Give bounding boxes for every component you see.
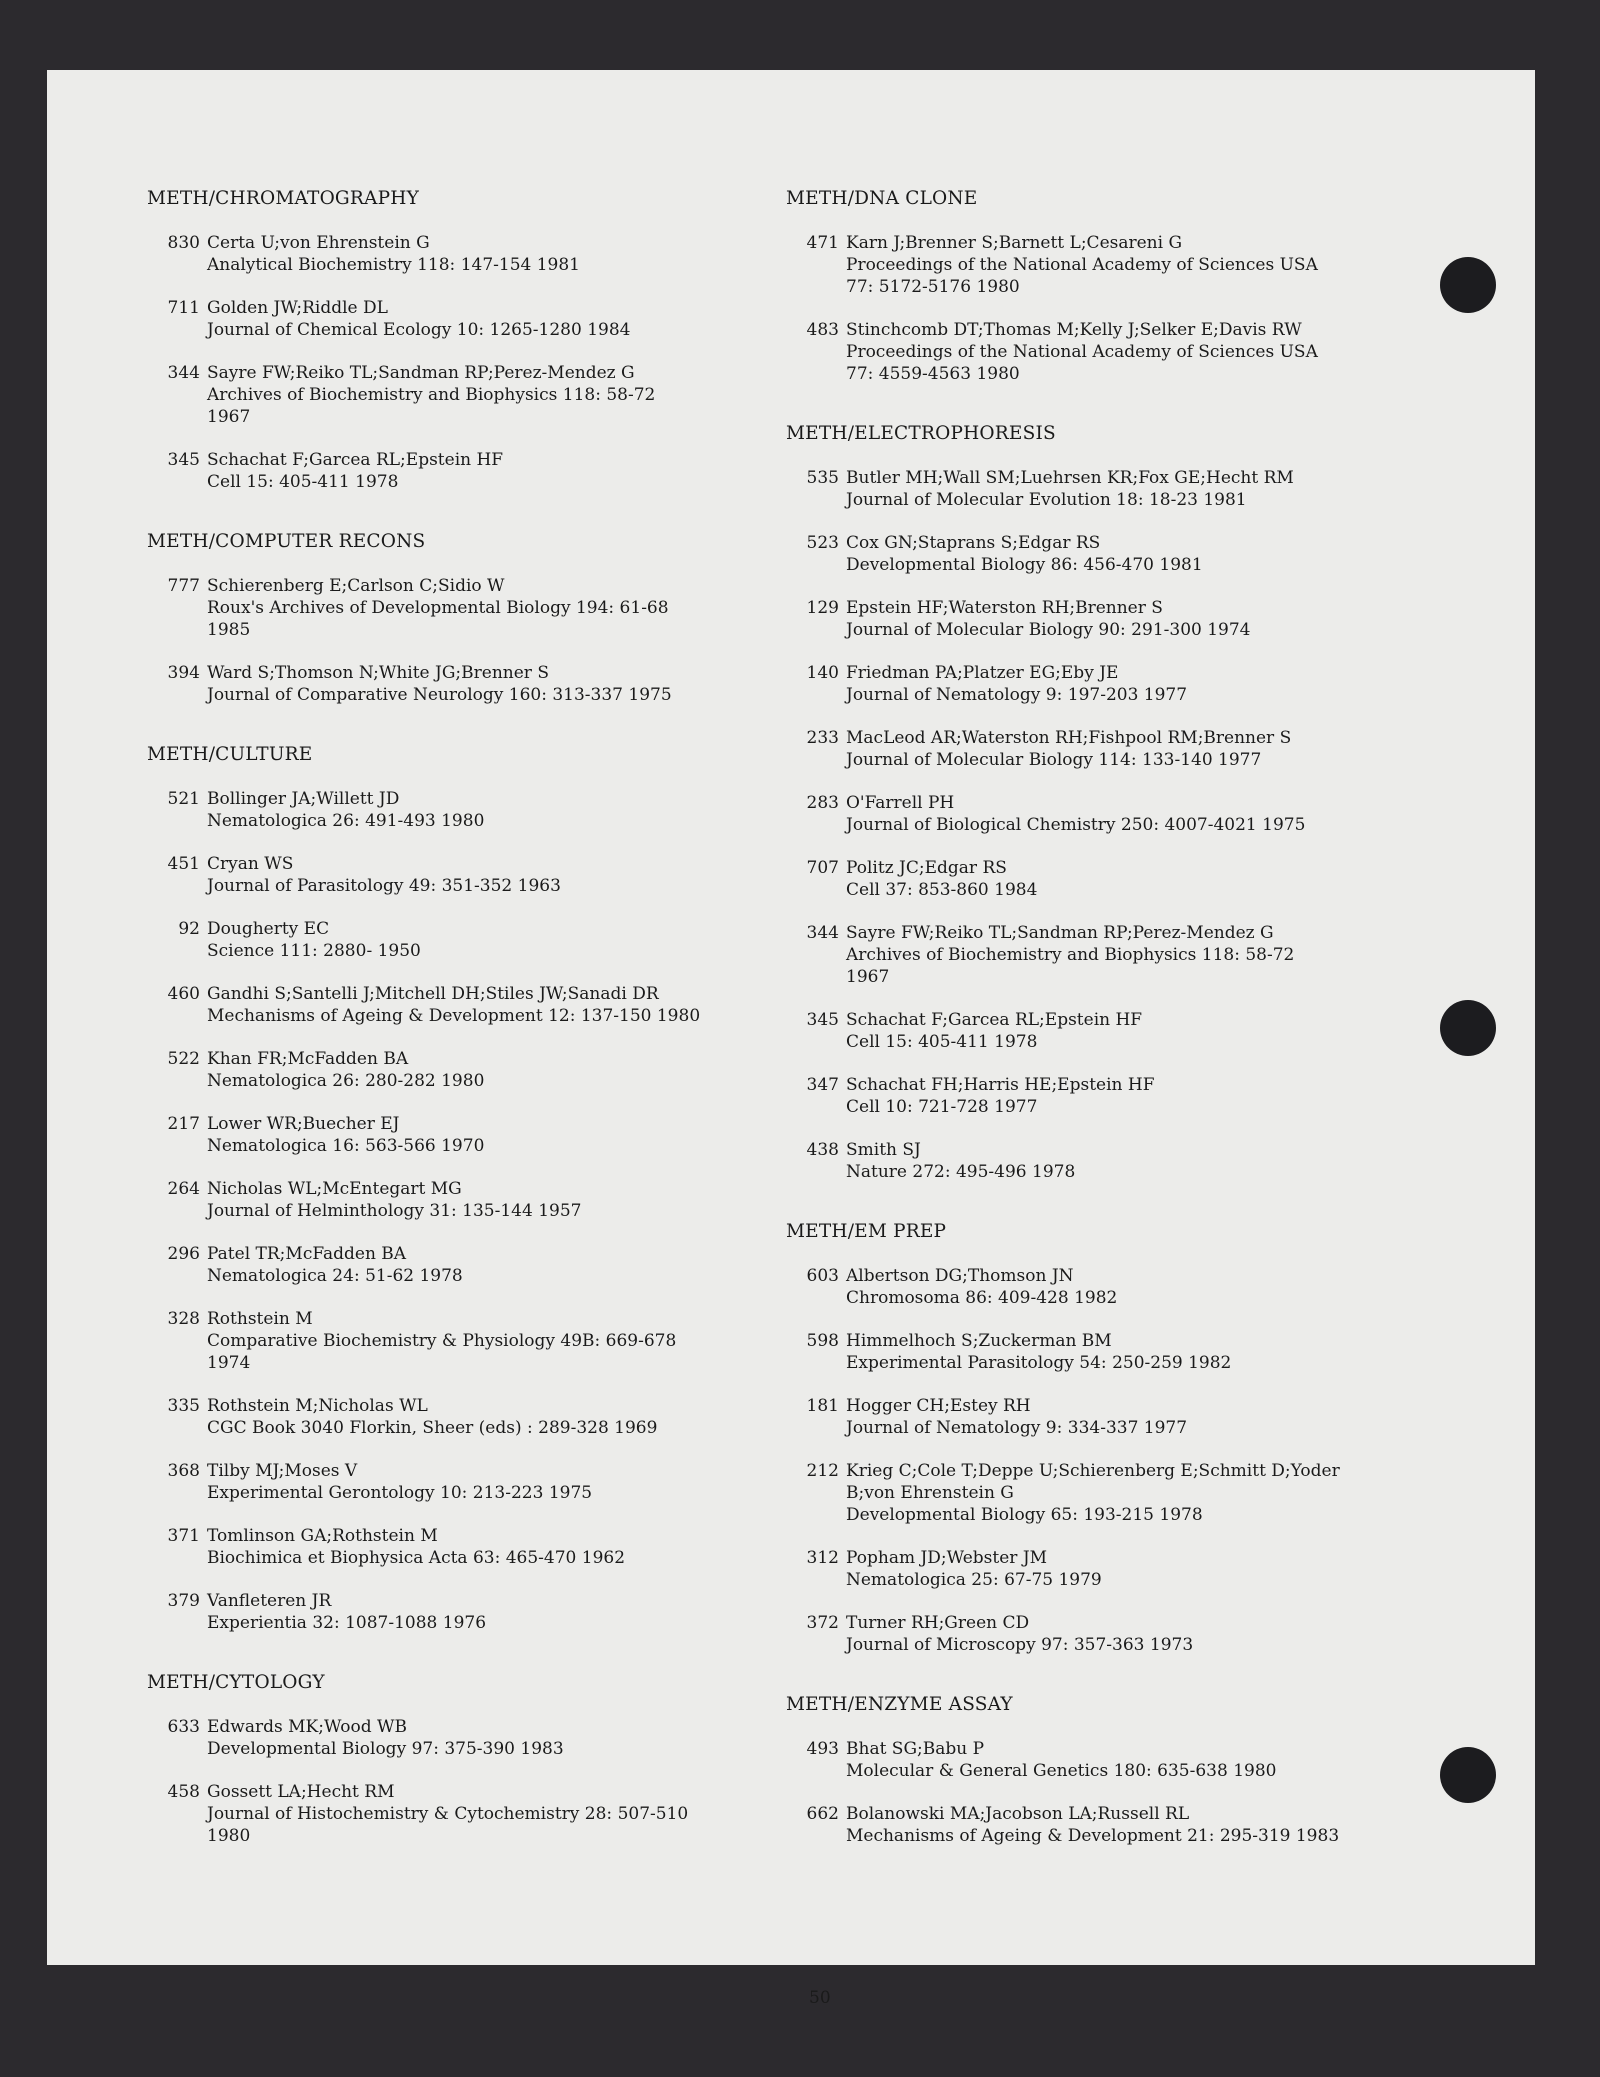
reference-number: 328 xyxy=(167,1309,200,1329)
reference-authors: Schierenberg E;Carlson C;Sidio W xyxy=(207,576,505,596)
reference-authors: Bollinger JA;Willett JD xyxy=(207,789,400,809)
reference-number: 394 xyxy=(167,663,200,683)
reference-entry xyxy=(786,597,1426,641)
reference-authors: Khan FR;McFadden BA xyxy=(207,1049,409,1069)
reference-entry xyxy=(147,1113,787,1157)
reference-entry xyxy=(786,1009,1426,1053)
binder-hole xyxy=(1440,257,1496,313)
reference-number: 523 xyxy=(806,533,839,553)
reference-entry xyxy=(786,1803,1426,1847)
reference-number: 598 xyxy=(806,1331,839,1351)
reference-citation: Journal of Chemical Ecology 10: 1265-1280 1984 xyxy=(207,320,631,340)
reference-citation: Chromosoma 86: 409-428 1982 xyxy=(846,1288,1118,1308)
reference-number: 633 xyxy=(167,1717,200,1737)
reference-authors: Gossett LA;Hecht RM xyxy=(207,1782,395,1802)
reference-entry xyxy=(147,362,787,428)
reference-citation: Journal of Nematology 9: 197-203 1977 xyxy=(846,685,1188,705)
reference-number: 296 xyxy=(167,1244,200,1264)
reference-authors: Golden JW;Riddle DL xyxy=(207,298,388,318)
reference-authors: Popham JD;Webster JM xyxy=(846,1548,1048,1568)
reference-number: 603 xyxy=(806,1266,839,1286)
reference-citation: 1967 xyxy=(207,407,251,427)
reference-authors: Gandhi S;Santelli J;Mitchell DH;Stiles JW;Sanadi DR xyxy=(207,984,659,1004)
binder-hole xyxy=(1440,1747,1496,1803)
reference-number: 379 xyxy=(167,1591,200,1611)
reference-citation: Developmental Biology 65: 193-215 1978 xyxy=(846,1505,1203,1525)
reference-entry xyxy=(786,1074,1426,1118)
reference-citation: Experimental Parasitology 54: 250-259 1982 xyxy=(846,1353,1232,1373)
reference-authors: Stinchcomb DT;Thomas M;Kelly J;Selker E;Davis RW xyxy=(846,320,1302,340)
reference-authors: Certa U;von Ehrenstein G xyxy=(207,233,430,253)
reference-entry xyxy=(786,319,1426,385)
reference-citation: Science 111: 2880- 1950 xyxy=(207,941,421,961)
reference-entry xyxy=(786,532,1426,576)
reference-entry xyxy=(786,1265,1426,1309)
reference-number: 335 xyxy=(167,1396,200,1416)
right-column xyxy=(786,188,1426,1885)
reference-number: 535 xyxy=(806,468,839,488)
reference-citation: Journal of Biological Chemistry 250: 4007-4021 1975 xyxy=(846,815,1306,835)
reference-citation: Journal of Parasitology 49: 351-352 1963 xyxy=(207,876,561,896)
reference-number: 460 xyxy=(167,984,200,1004)
reference-number: 522 xyxy=(167,1049,200,1069)
reference-entry xyxy=(786,1612,1426,1656)
reference-citation: Cell 15: 405-411 1978 xyxy=(846,1032,1038,1052)
reference-citation: Experimental Gerontology 10: 213-223 1975 xyxy=(207,1483,593,1503)
reference-section xyxy=(786,1221,1426,1656)
reference-number: 451 xyxy=(167,854,200,874)
reference-entry xyxy=(147,662,787,706)
reference-citation: Nematologica 24: 51-62 1978 xyxy=(207,1266,463,1286)
reference-citation: Experientia 32: 1087-1088 1976 xyxy=(207,1613,487,1633)
reference-entry xyxy=(147,1525,787,1569)
reference-citation: 77: 5172-5176 1980 xyxy=(846,277,1020,297)
reference-section xyxy=(147,744,787,1634)
reference-citation: Proceedings of the National Academy of Sciences USA xyxy=(846,342,1318,362)
reference-number: 458 xyxy=(167,1782,200,1802)
reference-entry xyxy=(147,1590,787,1634)
reference-number: 344 xyxy=(167,363,200,383)
page-number: 50 xyxy=(809,1988,831,2008)
reference-entry xyxy=(786,1738,1426,1782)
reference-number: 344 xyxy=(806,923,839,943)
reference-authors: Smith SJ xyxy=(846,1140,921,1160)
reference-authors: Schachat F;Garcea RL;Epstein HF xyxy=(846,1010,1143,1030)
reference-authors: Rothstein M;Nicholas WL xyxy=(207,1396,428,1416)
reference-authors: Cryan WS xyxy=(207,854,294,874)
document-page xyxy=(47,70,1535,2008)
reference-entry xyxy=(147,575,787,641)
section-heading: METH/COMPUTER RECONS xyxy=(147,531,426,552)
reference-entry xyxy=(786,1547,1426,1591)
reference-authors: Patel TR;McFadden BA xyxy=(207,1244,407,1264)
reference-citation: Developmental Biology 97: 375-390 1983 xyxy=(207,1739,564,1759)
reference-entry xyxy=(147,1460,787,1504)
reference-entry xyxy=(147,983,787,1027)
reference-authors: Dougherty EC xyxy=(207,919,330,939)
reference-citation: Nematologica 16: 563-566 1970 xyxy=(207,1136,485,1156)
reference-number: 777 xyxy=(167,576,200,596)
reference-authors: Rothstein M xyxy=(207,1309,313,1329)
reference-authors: Tilby MJ;Moses V xyxy=(207,1461,358,1481)
reference-authors: Epstein HF;Waterston RH;Brenner S xyxy=(846,598,1163,618)
reference-entry xyxy=(147,1308,787,1374)
reference-authors: Friedman PA;Platzer EG;Eby JE xyxy=(846,663,1119,683)
reference-number: 345 xyxy=(167,450,200,470)
reference-citation: Cell 37: 853-860 1984 xyxy=(846,880,1038,900)
reference-authors: Schachat F;Garcea RL;Epstein HF xyxy=(207,450,504,470)
reference-entry xyxy=(147,853,787,897)
reference-authors: Politz JC;Edgar RS xyxy=(846,858,1007,878)
reference-number: 493 xyxy=(806,1739,839,1759)
reference-entry xyxy=(147,1781,787,1847)
reference-citation: Nematologica 25: 67-75 1979 xyxy=(846,1570,1102,1590)
reference-citation: 77: 4559-4563 1980 xyxy=(846,364,1020,384)
reference-entry xyxy=(786,1330,1426,1374)
reference-authors: Edwards MK;Wood WB xyxy=(207,1717,407,1737)
reference-citation: 1985 xyxy=(207,620,251,640)
section-heading: METH/DNA CLONE xyxy=(786,188,978,209)
reference-authors: Turner RH;Green CD xyxy=(846,1613,1030,1633)
reference-citation: Archives of Biochemistry and Biophysics 118: 58-72 xyxy=(846,945,1295,965)
reference-number: 129 xyxy=(806,598,839,618)
reference-entry xyxy=(147,918,787,962)
reference-entry xyxy=(786,727,1426,771)
reference-entry xyxy=(147,1048,787,1092)
reference-citation: Developmental Biology 86: 456-470 1981 xyxy=(846,555,1203,575)
section-heading: METH/CHROMATOGRAPHY xyxy=(147,188,419,209)
reference-citation: Roux's Archives of Developmental Biology 194: 61-68 xyxy=(207,598,669,618)
reference-citation: Mechanisms of Ageing & Development 21: 295-319 1983 xyxy=(846,1826,1340,1846)
reference-number: 264 xyxy=(167,1179,200,1199)
reference-authors: Sayre FW;Reiko TL;Sandman RP;Perez-Mendez G xyxy=(207,363,635,383)
reference-citation: Archives of Biochemistry and Biophysics 118: 58-72 xyxy=(207,385,656,405)
reference-section xyxy=(147,188,787,493)
reference-entry xyxy=(147,232,787,276)
reference-citation: Analytical Biochemistry 118: 147-154 1981 xyxy=(207,255,580,275)
reference-number: 283 xyxy=(806,793,839,813)
reference-citation: Proceedings of the National Academy of Sciences USA xyxy=(846,255,1318,275)
reference-number: 92 xyxy=(178,919,200,939)
section-heading: METH/ENZYME ASSAY xyxy=(786,1694,1013,1715)
reference-authors: Ward S;Thomson N;White JG;Brenner S xyxy=(207,663,549,683)
reference-entry xyxy=(147,297,787,341)
reference-citation: Comparative Biochemistry & Physiology 49B: 669-678 xyxy=(207,1331,677,1351)
section-heading: METH/ELECTROPHORESIS xyxy=(786,423,1056,444)
reference-number: 662 xyxy=(806,1804,839,1824)
reference-citation: Molecular & General Genetics 180: 635-638 1980 xyxy=(846,1761,1277,1781)
reference-citation: 1980 xyxy=(207,1826,251,1846)
reference-entry xyxy=(147,449,787,493)
reference-number: 711 xyxy=(167,298,200,318)
reference-citation: Journal of Comparative Neurology 160: 313-337 1975 xyxy=(207,685,672,705)
reference-authors: Vanfleteren JR xyxy=(207,1591,332,1611)
reference-authors: Butler MH;Wall SM;Luehrsen KR;Fox GE;Hecht RM xyxy=(846,468,1294,488)
reference-section xyxy=(786,1694,1426,1847)
reference-number: 438 xyxy=(806,1140,839,1160)
reference-authors: Tomlinson GA;Rothstein M xyxy=(207,1526,438,1546)
reference-number: 233 xyxy=(806,728,839,748)
reference-citation: Cell 10: 721-728 1977 xyxy=(846,1097,1038,1117)
reference-authors: MacLeod AR;Waterston RH;Fishpool RM;Brenner S xyxy=(846,728,1292,748)
reference-authors: Bolanowski MA;Jacobson LA;Russell RL xyxy=(846,1804,1190,1824)
reference-number: 217 xyxy=(167,1114,200,1134)
reference-authors: Cox GN;Staprans S;Edgar RS xyxy=(846,533,1101,553)
reference-citation: Journal of Molecular Biology 114: 133-140 1977 xyxy=(846,750,1262,770)
reference-number: 830 xyxy=(167,233,200,253)
reference-number: 471 xyxy=(806,233,839,253)
reference-authors: Albertson DG;Thomson JN xyxy=(846,1266,1074,1286)
reference-citation: Journal of Microscopy 97: 357-363 1973 xyxy=(846,1635,1194,1655)
reference-citation: Journal of Nematology 9: 334-337 1977 xyxy=(846,1418,1188,1438)
reference-number: 372 xyxy=(806,1613,839,1633)
reference-section xyxy=(147,1672,787,1847)
reference-entry xyxy=(147,1395,787,1439)
reference-entry xyxy=(786,662,1426,706)
reference-number: 347 xyxy=(806,1075,839,1095)
reference-authors: Lower WR;Buecher EJ xyxy=(207,1114,400,1134)
reference-citation: Journal of Helminthology 31: 135-144 1957 xyxy=(207,1201,582,1221)
reference-entry xyxy=(786,1460,1426,1526)
reference-number: 368 xyxy=(167,1461,200,1481)
reference-authors: Nicholas WL;McEntegart MG xyxy=(207,1179,462,1199)
reference-entry xyxy=(786,792,1426,836)
reference-entry xyxy=(786,922,1426,988)
reference-entry xyxy=(147,1243,787,1287)
reference-citation: Journal of Molecular Evolution 18: 18-23 1981 xyxy=(846,490,1247,510)
reference-entry xyxy=(786,232,1426,298)
reference-number: 521 xyxy=(167,789,200,809)
section-heading: METH/EM PREP xyxy=(786,1221,947,1242)
reference-number: 181 xyxy=(806,1396,839,1416)
reference-citation: Cell 15: 405-411 1978 xyxy=(207,472,399,492)
section-heading: METH/CULTURE xyxy=(147,744,313,765)
reference-entry xyxy=(786,1395,1426,1439)
reference-number: 371 xyxy=(167,1526,200,1546)
reference-citation: Journal of Molecular Biology 90: 291-300 1974 xyxy=(846,620,1251,640)
reference-citation: Nature 272: 495-496 1978 xyxy=(846,1162,1076,1182)
reference-section xyxy=(147,531,787,706)
reference-authors: Sayre FW;Reiko TL;Sandman RP;Perez-Mendez G xyxy=(846,923,1274,943)
binder-hole xyxy=(1440,1000,1496,1056)
reference-citation: Journal of Histochemistry & Cytochemistry 28: 507-510 xyxy=(207,1804,689,1824)
reference-citation: Mechanisms of Ageing & Development 12: 137-150 1980 xyxy=(207,1006,701,1026)
reference-entry xyxy=(147,1716,787,1760)
reference-number: 345 xyxy=(806,1010,839,1030)
reference-citation: CGC Book 3040 Florkin, Sheer (eds) : 289-328 1969 xyxy=(207,1418,658,1438)
reference-number: 707 xyxy=(806,858,839,878)
reference-section xyxy=(786,188,1426,385)
reference-authors: Bhat SG;Babu P xyxy=(846,1739,985,1759)
reference-number: 212 xyxy=(806,1461,839,1481)
reference-section xyxy=(786,423,1426,1183)
reference-entry xyxy=(786,1139,1426,1183)
reference-entry xyxy=(786,857,1426,901)
reference-entry xyxy=(786,467,1426,511)
reference-entry xyxy=(147,1178,787,1222)
reference-citation: 1974 xyxy=(207,1353,251,1373)
reference-number: 312 xyxy=(806,1548,839,1568)
reference-citation: B;von Ehrenstein G xyxy=(846,1483,1014,1503)
reference-authors: Himmelhoch S;Zuckerman BM xyxy=(846,1331,1112,1351)
reference-entry xyxy=(147,788,787,832)
reference-citation: Nematologica 26: 491-493 1980 xyxy=(207,811,485,831)
reference-authors: Schachat FH;Harris HE;Epstein HF xyxy=(846,1075,1155,1095)
reference-authors: Krieg C;Cole T;Deppe U;Schierenberg E;Schmitt D;Yoder xyxy=(846,1461,1340,1481)
reference-authors: Karn J;Brenner S;Barnett L;Cesareni G xyxy=(846,233,1183,253)
reference-citation: Nematologica 26: 280-282 1980 xyxy=(207,1071,485,1091)
reference-citation: Biochimica et Biophysica Acta 63: 465-470 1962 xyxy=(207,1548,626,1568)
reference-number: 483 xyxy=(806,320,839,340)
left-column xyxy=(147,188,787,1885)
reference-authors: O'Farrell PH xyxy=(846,793,955,813)
reference-number: 140 xyxy=(806,663,839,683)
section-heading: METH/CYTOLOGY xyxy=(147,1672,325,1693)
reference-authors: Hogger CH;Estey RH xyxy=(846,1396,1031,1416)
reference-citation: 1967 xyxy=(846,967,890,987)
